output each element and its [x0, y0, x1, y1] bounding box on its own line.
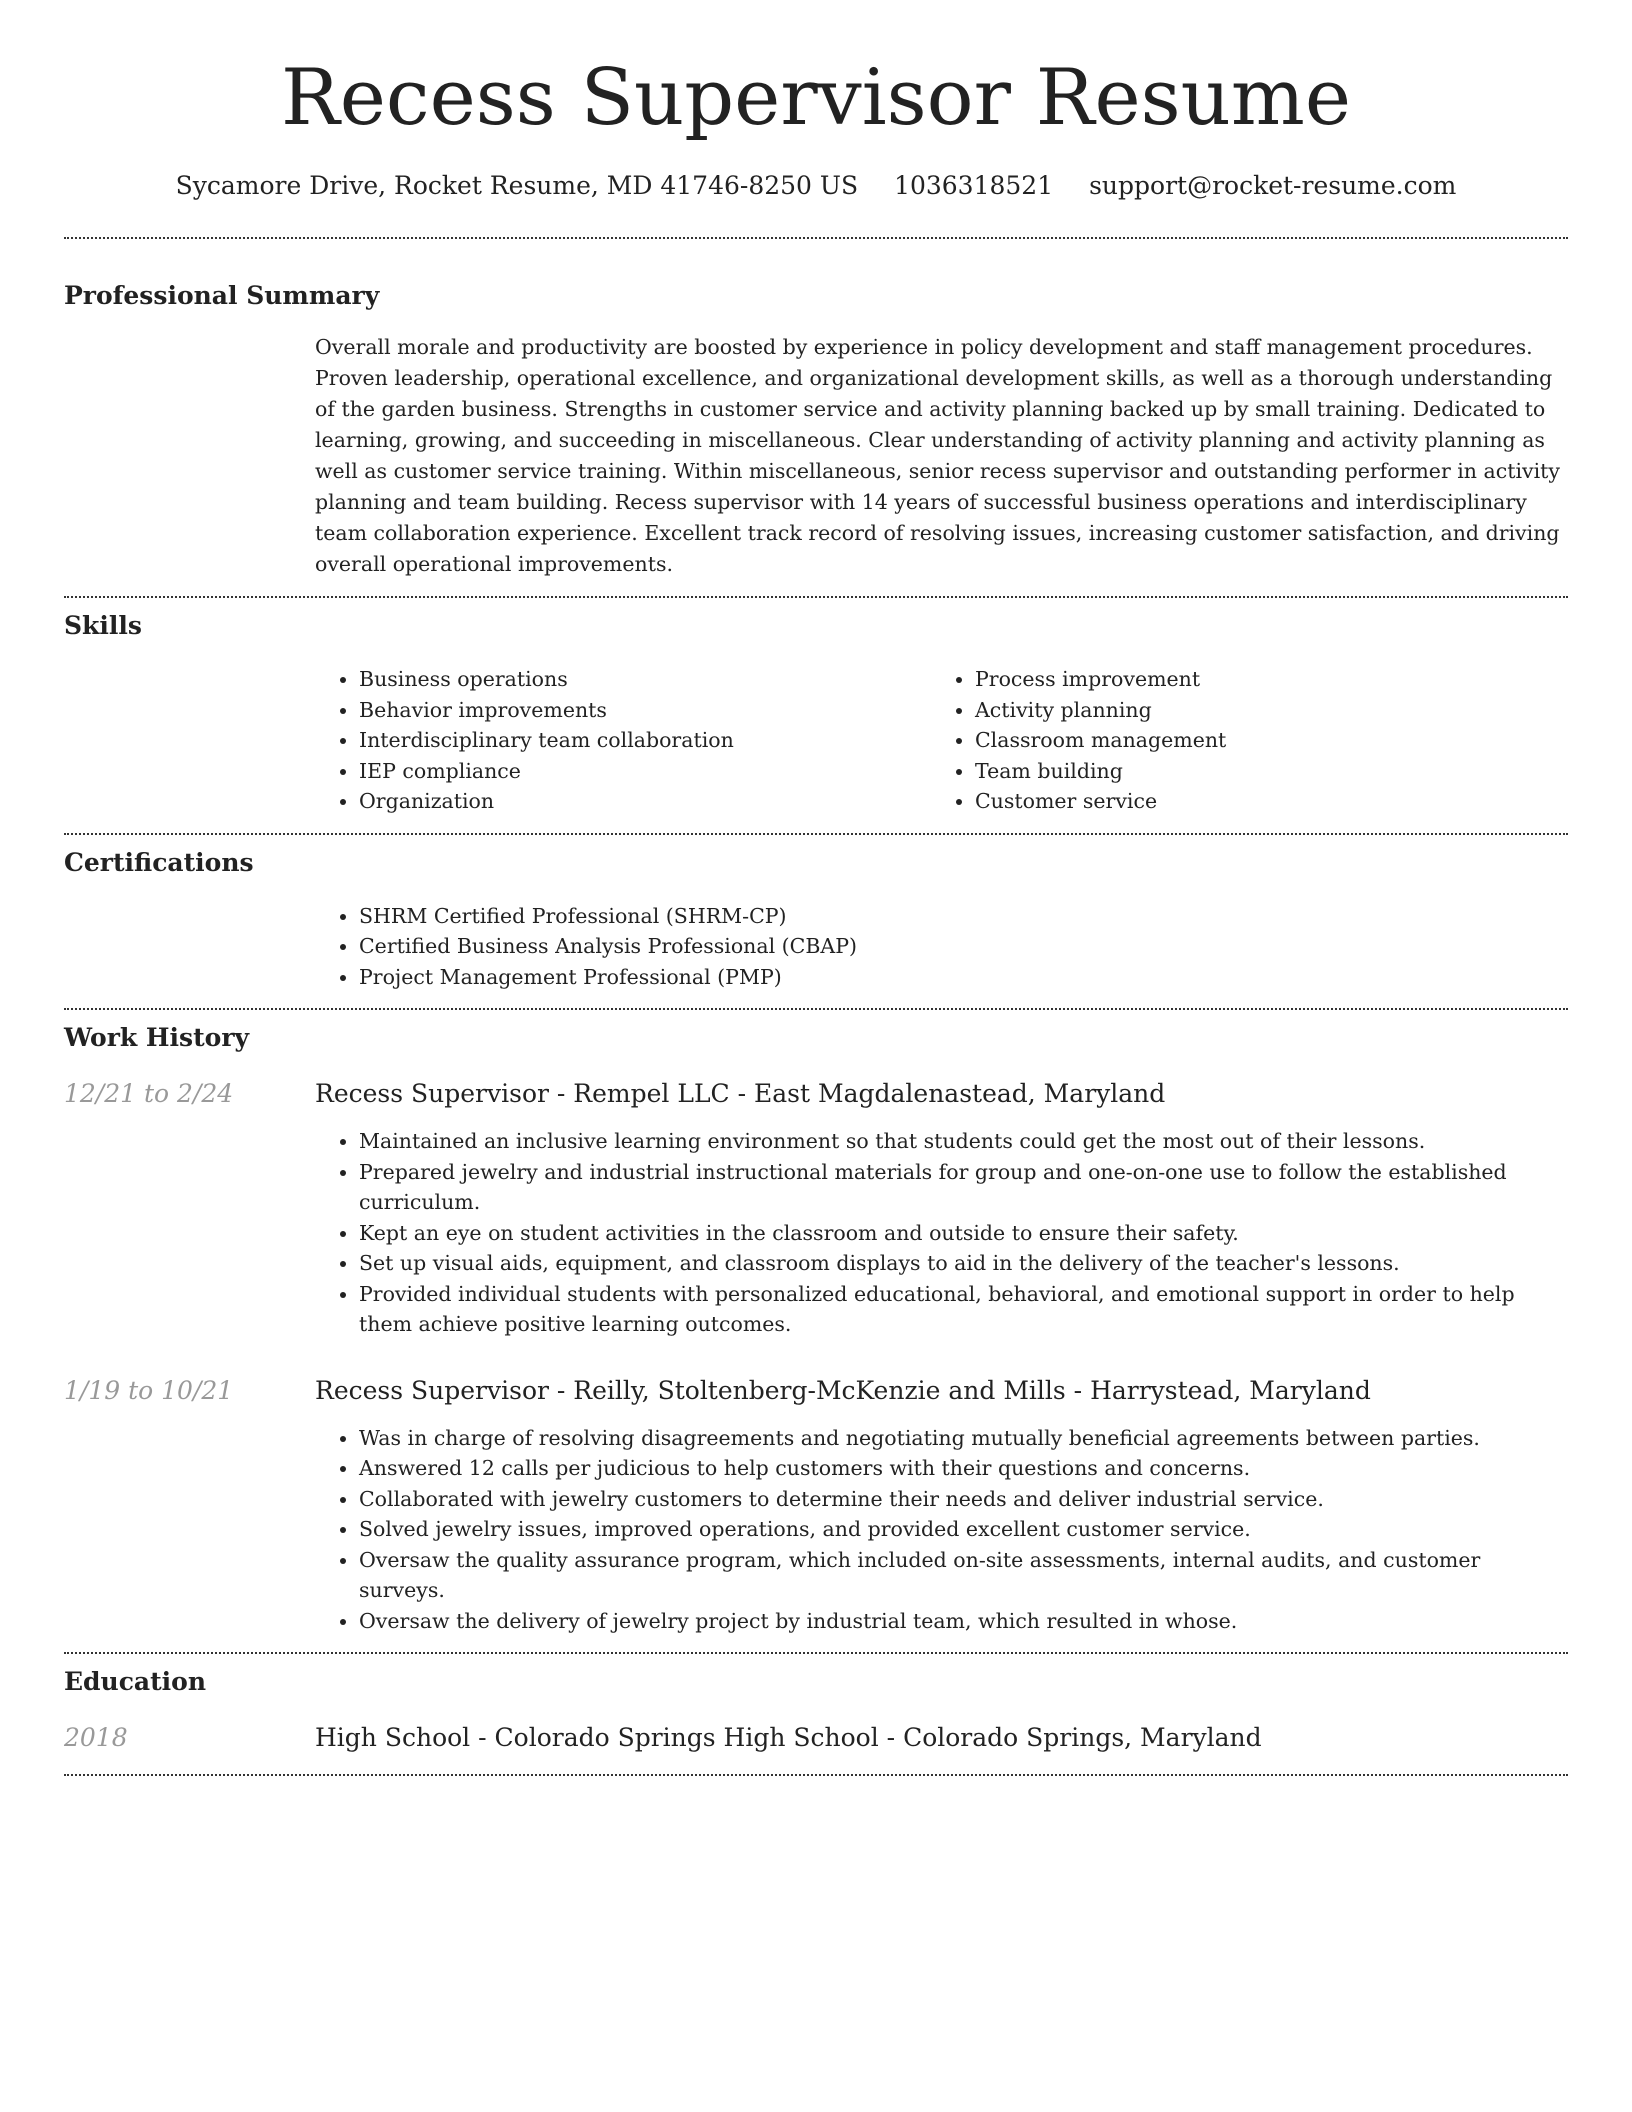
skill-item: • IEP compliance: [359, 756, 931, 787]
contact-line: [64, 170, 1568, 202]
skill-item: • Behavior improvements: [359, 695, 931, 726]
certifications-heading: Certifications: [64, 847, 254, 877]
job-duties: [315, 1423, 1568, 1637]
skill-item: • Classroom management: [975, 725, 1547, 756]
job-title: Recess Supervisor - Reilly, Stoltenberg-McKenzie and Mills - Harrystead, Maryland: [315, 1375, 1371, 1405]
duty-item: • Was in charge of resolving disagreements and negotiating mutually beneficial agreements between parties.: [359, 1423, 1568, 1454]
skill-item: • Customer service: [975, 786, 1547, 817]
skill-item: • Organization: [359, 786, 931, 817]
skills-list-right: [931, 664, 1547, 817]
skill-item: • Process improvement: [975, 664, 1547, 695]
header-divider: [64, 237, 1568, 239]
skills-list-left: [315, 664, 931, 817]
skills-grid: [315, 664, 1568, 817]
skill-item: • Activity planning: [975, 695, 1547, 726]
duty-item: • Provided individual students with personalized educational, behavioral, and emotional support in order to help them achieve positive learning outcomes.: [359, 1279, 1568, 1340]
certifications-body: [315, 901, 1568, 993]
summary-text: Overall morale and productivity are boosted by experience in policy development and staff management procedures. Proven leadership, operational excellence, and organizational development skills, as well as a thorough understanding of the garden business. Strengths in customer service and activity planning backed up by small training. Dedicated to learning, growing, and succeeding in miscellaneous. Clear understanding of activity planning and activity planning as well as customer service training. Within miscellaneous, senior recess supervisor and outstanding performer in activity planning and team building. Recess supervisor with 14 years of successful business operations and interdisciplinary team collaboration experience. Excellent track record of resolving issues, increasing customer satisfaction, and driving overall operational improvements.: [315, 335, 1560, 576]
contact-address: Sycamore Drive, Rocket Resume, MD 41746-8250 US: [175, 171, 859, 200]
duty-item: • Oversaw the delivery of jewelry project by industrial team, which resulted in whose.: [359, 1606, 1568, 1637]
summary-heading: Professional Summary: [64, 281, 380, 310]
certification-item: • Project Management Professional (PMP): [359, 962, 1568, 993]
work-divider: [64, 1652, 1568, 1654]
education-divider: [64, 1774, 1568, 1776]
job-title: Recess Supervisor - Rempel LLC - East Magdalenastead, Maryland: [315, 1079, 1166, 1108]
certification-item: • SHRM Certified Professional (SHRM-CP): [359, 901, 1568, 932]
work-heading: Work History: [64, 1023, 250, 1052]
education-entry: [64, 1722, 1568, 1754]
duty-item: • Solved jewelry issues, improved operations, and provided excellent customer service.: [359, 1514, 1568, 1545]
job-duties: [315, 1126, 1568, 1340]
work-section: [64, 1022, 1568, 1636]
duty-item: • Collaborated with jewelry customers to determine their needs and deliver industrial service.: [359, 1484, 1568, 1515]
duty-item: • Set up visual aids, equipment, and classroom displays to aid in the delivery of the teacher's lessons.: [359, 1248, 1568, 1279]
skills-divider: [64, 833, 1568, 835]
duty-item: • Answered 12 calls per judicious to help customers with their questions and concerns.: [359, 1453, 1568, 1484]
summary-divider: [64, 596, 1568, 598]
job-duties-list: [315, 1126, 1568, 1340]
skills-heading: Skills: [64, 611, 142, 640]
skill-item: • Interdisciplinary team collaboration: [359, 725, 931, 756]
contact-phone: 1036318521: [894, 171, 1054, 200]
education-date: 2018: [64, 1723, 128, 1752]
job-entry: [64, 1078, 1568, 1110]
resume-page: [64, 0, 1568, 1776]
job-entry: [64, 1375, 1568, 1407]
summary-section: [64, 280, 1568, 580]
duty-item: • Oversaw the quality assurance program, which included on-site assessments, internal audits, and customer surveys.: [359, 1545, 1568, 1606]
certifications-list: [315, 901, 1568, 993]
certifications-divider: [64, 1008, 1568, 1010]
contact-email: support@rocket-resume.com: [1089, 171, 1457, 200]
job-date: 1/19 to 10/21: [64, 1375, 234, 1405]
certification-item: • Certified Business Analysis Professional (CBAP): [359, 931, 1568, 962]
resume-title: Recess Supervisor Resume: [281, 53, 1351, 143]
education-heading: Education: [64, 1667, 207, 1696]
duty-item: • Kept an eye on student activities in the classroom and outside to ensure their safety.: [359, 1218, 1568, 1249]
education-title: High School - Colorado Springs High School - Colorado Springs, Maryland: [315, 1723, 1262, 1752]
certifications-section: [64, 847, 1568, 993]
job-date: 12/21 to 2/24: [64, 1079, 234, 1108]
skill-item: • Business operations: [359, 664, 931, 695]
skills-section: [64, 610, 1568, 817]
duty-item: • Prepared jewelry and industrial instructional materials for group and one-on-one use to follow the established curriculum.: [359, 1157, 1568, 1218]
education-section: [64, 1666, 1568, 1754]
skill-item: • Team building: [975, 756, 1547, 787]
job-duties-list: [315, 1423, 1568, 1637]
duty-item: • Maintained an inclusive learning environment so that students could get the most out of their lessons.: [359, 1126, 1568, 1157]
